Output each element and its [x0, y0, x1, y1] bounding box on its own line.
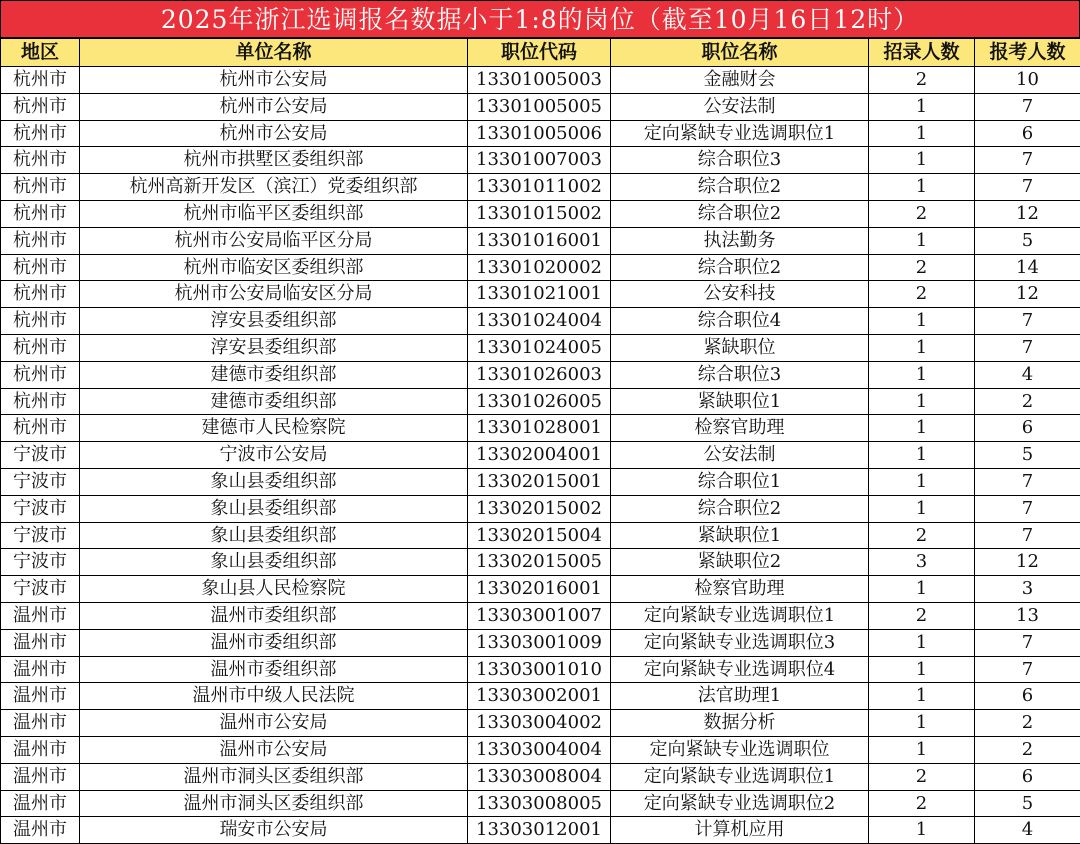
cell-quota: 3 — [869, 549, 975, 576]
cell-region: 杭州市 — [1, 388, 80, 415]
cell-unit-name: 象山县委组织部 — [80, 522, 468, 549]
table-row — [1, 147, 1080, 174]
cell-region: 温州市 — [1, 656, 80, 683]
cell-unit-name: 杭州高新开发区（滨江）党委组织部 — [80, 174, 468, 201]
table-row — [1, 495, 1080, 522]
cell-applicants: 5 — [975, 442, 1080, 469]
cell-position-name: 综合职位4 — [611, 308, 869, 335]
table-row — [1, 656, 1080, 683]
cell-applicants: 7 — [975, 629, 1080, 656]
cell-quota: 1 — [869, 442, 975, 469]
cell-position-name: 计算机应用 — [611, 817, 869, 844]
cell-quota: 1 — [869, 361, 975, 388]
cell-region: 温州市 — [1, 683, 80, 710]
cell-unit-name: 温州市公安局 — [80, 736, 468, 763]
cell-position-name: 定向紧缺专业选调职位1 — [611, 763, 869, 790]
table-row — [1, 710, 1080, 737]
table-row — [1, 576, 1080, 603]
cell-unit-name: 温州市委组织部 — [80, 602, 468, 629]
cell-position-name: 定向紧缺专业选调职位3 — [611, 629, 869, 656]
cell-quota: 2 — [869, 67, 975, 94]
cell-position-name: 综合职位3 — [611, 361, 869, 388]
cell-quota: 1 — [869, 817, 975, 844]
cell-quota: 2 — [869, 602, 975, 629]
cell-unit-name: 杭州市拱墅区委组织部 — [80, 147, 468, 174]
cell-unit-name: 温州市公安局 — [80, 710, 468, 737]
data-table — [0, 38, 1080, 844]
cell-position-code: 13303004004 — [468, 736, 611, 763]
header-applicants: 报考人数 — [975, 39, 1080, 67]
cell-quota: 1 — [869, 656, 975, 683]
cell-applicants: 7 — [975, 468, 1080, 495]
cell-position-name: 公安科技 — [611, 281, 869, 308]
table-row — [1, 281, 1080, 308]
cell-quota: 1 — [869, 683, 975, 710]
cell-region: 杭州市 — [1, 147, 80, 174]
cell-unit-name: 象山县人民检察院 — [80, 576, 468, 603]
cell-applicants: 7 — [975, 93, 1080, 120]
cell-region: 宁波市 — [1, 468, 80, 495]
cell-position-name: 数据分析 — [611, 710, 869, 737]
cell-unit-name: 温州市委组织部 — [80, 629, 468, 656]
cell-position-code: 13303001010 — [468, 656, 611, 683]
cell-position-code: 13302015004 — [468, 522, 611, 549]
cell-position-code: 13301024005 — [468, 334, 611, 361]
cell-region: 温州市 — [1, 602, 80, 629]
cell-quota: 1 — [869, 629, 975, 656]
cell-position-code: 13301016001 — [468, 227, 611, 254]
cell-position-name: 定向紧缺专业选调职位1 — [611, 120, 869, 147]
cell-position-name: 检察官助理 — [611, 415, 869, 442]
cell-quota: 2 — [869, 200, 975, 227]
cell-region: 杭州市 — [1, 200, 80, 227]
cell-position-code: 13302015002 — [468, 495, 611, 522]
cell-applicants: 7 — [975, 522, 1080, 549]
cell-unit-name: 杭州市临平区委组织部 — [80, 200, 468, 227]
cell-position-code: 13301015002 — [468, 200, 611, 227]
table-row — [1, 602, 1080, 629]
cell-region: 杭州市 — [1, 308, 80, 335]
cell-position-name: 紧缺职位1 — [611, 388, 869, 415]
cell-quota: 1 — [869, 334, 975, 361]
table-row — [1, 415, 1080, 442]
cell-position-code: 13301011002 — [468, 174, 611, 201]
cell-region: 宁波市 — [1, 576, 80, 603]
cell-applicants: 7 — [975, 495, 1080, 522]
table-row — [1, 120, 1080, 147]
table-row — [1, 67, 1080, 94]
cell-region: 杭州市 — [1, 93, 80, 120]
table-row — [1, 790, 1080, 817]
cell-position-code: 13301021001 — [468, 281, 611, 308]
cell-position-code: 13301026003 — [468, 361, 611, 388]
table-body — [1, 67, 1080, 844]
cell-position-name: 紧缺职位2 — [611, 549, 869, 576]
cell-region: 宁波市 — [1, 442, 80, 469]
cell-region: 杭州市 — [1, 361, 80, 388]
cell-position-name: 综合职位2 — [611, 174, 869, 201]
cell-unit-name: 杭州市公安局 — [80, 93, 468, 120]
cell-unit-name: 建德市委组织部 — [80, 361, 468, 388]
cell-position-name: 公安法制 — [611, 442, 869, 469]
cell-unit-name: 杭州市公安局临平区分局 — [80, 227, 468, 254]
cell-region: 宁波市 — [1, 495, 80, 522]
cell-position-code: 13303008004 — [468, 763, 611, 790]
cell-position-name: 法官助理1 — [611, 683, 869, 710]
cell-position-code: 13302004001 — [468, 442, 611, 469]
cell-applicants: 6 — [975, 415, 1080, 442]
table-row — [1, 308, 1080, 335]
cell-position-name: 综合职位2 — [611, 495, 869, 522]
cell-applicants: 7 — [975, 174, 1080, 201]
cell-quota: 1 — [869, 576, 975, 603]
cell-region: 宁波市 — [1, 549, 80, 576]
cell-quota: 1 — [869, 495, 975, 522]
cell-position-code: 13303008005 — [468, 790, 611, 817]
cell-quota: 1 — [869, 736, 975, 763]
cell-region: 温州市 — [1, 736, 80, 763]
cell-applicants: 12 — [975, 200, 1080, 227]
cell-unit-name: 建德市人民检察院 — [80, 415, 468, 442]
table-row — [1, 629, 1080, 656]
cell-position-name: 定向紧缺专业选调职位2 — [611, 790, 869, 817]
cell-position-name: 综合职位1 — [611, 468, 869, 495]
cell-position-name: 定向紧缺专业选调职位 — [611, 736, 869, 763]
table-row — [1, 763, 1080, 790]
cell-position-code: 13301026005 — [468, 388, 611, 415]
table-title: 2025年浙江选调报名数据小于1:8的岗位（截至10月16日12时） — [0, 0, 1080, 38]
cell-unit-name: 杭州市临安区委组织部 — [80, 254, 468, 281]
cell-applicants: 12 — [975, 549, 1080, 576]
cell-position-code: 13302015005 — [468, 549, 611, 576]
cell-position-code: 13301028001 — [468, 415, 611, 442]
cell-unit-name: 杭州市公安局 — [80, 67, 468, 94]
cell-applicants: 7 — [975, 656, 1080, 683]
cell-applicants: 7 — [975, 308, 1080, 335]
cell-applicants: 7 — [975, 334, 1080, 361]
table-row — [1, 388, 1080, 415]
cell-quota: 1 — [869, 174, 975, 201]
cell-unit-name: 建德市委组织部 — [80, 388, 468, 415]
cell-position-name: 定向紧缺专业选调职位1 — [611, 602, 869, 629]
cell-quota: 1 — [869, 388, 975, 415]
header-row — [1, 39, 1080, 67]
cell-position-name: 定向紧缺专业选调职位4 — [611, 656, 869, 683]
cell-position-name: 紧缺职位 — [611, 334, 869, 361]
cell-applicants: 2 — [975, 388, 1080, 415]
cell-unit-name: 瑞安市公安局 — [80, 817, 468, 844]
table-row — [1, 683, 1080, 710]
cell-quota: 1 — [869, 93, 975, 120]
cell-position-name: 紧缺职位1 — [611, 522, 869, 549]
cell-position-name: 执法勤务 — [611, 227, 869, 254]
cell-quota: 1 — [869, 227, 975, 254]
cell-position-code: 13303001007 — [468, 602, 611, 629]
cell-position-name: 综合职位2 — [611, 200, 869, 227]
cell-quota: 2 — [869, 254, 975, 281]
cell-quota: 2 — [869, 790, 975, 817]
cell-region: 杭州市 — [1, 120, 80, 147]
table-row — [1, 442, 1080, 469]
cell-position-name: 综合职位3 — [611, 147, 869, 174]
cell-position-code: 13301005006 — [468, 120, 611, 147]
cell-unit-name: 淳安县委组织部 — [80, 308, 468, 335]
cell-position-code: 13303012001 — [468, 817, 611, 844]
cell-position-code: 13301007003 — [468, 147, 611, 174]
cell-position-name: 公安法制 — [611, 93, 869, 120]
cell-unit-name: 温州市中级人民法院 — [80, 683, 468, 710]
cell-applicants: 2 — [975, 736, 1080, 763]
cell-quota: 2 — [869, 522, 975, 549]
cell-unit-name: 象山县委组织部 — [80, 468, 468, 495]
cell-applicants: 5 — [975, 227, 1080, 254]
header-region: 地区 — [1, 39, 80, 67]
cell-region: 杭州市 — [1, 174, 80, 201]
cell-applicants: 10 — [975, 67, 1080, 94]
cell-unit-name: 温州市洞头区委组织部 — [80, 790, 468, 817]
cell-applicants: 7 — [975, 147, 1080, 174]
table-row — [1, 174, 1080, 201]
cell-region: 杭州市 — [1, 254, 80, 281]
cell-position-code: 13302016001 — [468, 576, 611, 603]
cell-quota: 1 — [869, 468, 975, 495]
cell-applicants: 5 — [975, 790, 1080, 817]
cell-unit-name: 宁波市公安局 — [80, 442, 468, 469]
cell-quota: 1 — [869, 147, 975, 174]
table-row — [1, 468, 1080, 495]
cell-position-code: 13301024004 — [468, 308, 611, 335]
cell-region: 杭州市 — [1, 334, 80, 361]
cell-unit-name: 杭州市公安局临安区分局 — [80, 281, 468, 308]
table-row — [1, 522, 1080, 549]
table-row — [1, 361, 1080, 388]
cell-position-code: 13301020002 — [468, 254, 611, 281]
cell-unit-name: 象山县委组织部 — [80, 549, 468, 576]
cell-unit-name: 温州市洞头区委组织部 — [80, 763, 468, 790]
header-position-name: 职位名称 — [611, 39, 869, 67]
cell-region: 宁波市 — [1, 522, 80, 549]
cell-quota: 2 — [869, 281, 975, 308]
cell-position-code: 13301005005 — [468, 93, 611, 120]
cell-quota: 1 — [869, 308, 975, 335]
cell-applicants: 2 — [975, 710, 1080, 737]
cell-unit-name: 象山县委组织部 — [80, 495, 468, 522]
cell-region: 杭州市 — [1, 227, 80, 254]
cell-applicants: 6 — [975, 683, 1080, 710]
cell-applicants: 4 — [975, 817, 1080, 844]
table-row — [1, 227, 1080, 254]
table-row — [1, 817, 1080, 844]
cell-quota: 1 — [869, 415, 975, 442]
cell-quota: 2 — [869, 763, 975, 790]
cell-region: 杭州市 — [1, 281, 80, 308]
cell-position-code: 13303001009 — [468, 629, 611, 656]
cell-position-name: 综合职位2 — [611, 254, 869, 281]
cell-unit-name: 温州市委组织部 — [80, 656, 468, 683]
header-quota: 招录人数 — [869, 39, 975, 67]
table-row — [1, 254, 1080, 281]
header-position-code: 职位代码 — [468, 39, 611, 67]
cell-region: 杭州市 — [1, 67, 80, 94]
cell-applicants: 4 — [975, 361, 1080, 388]
cell-position-name: 检察官助理 — [611, 576, 869, 603]
cell-position-name: 金融财会 — [611, 67, 869, 94]
table-row — [1, 334, 1080, 361]
cell-unit-name: 杭州市公安局 — [80, 120, 468, 147]
table-row — [1, 736, 1080, 763]
cell-quota: 1 — [869, 710, 975, 737]
cell-region: 温州市 — [1, 629, 80, 656]
cell-unit-name: 淳安县委组织部 — [80, 334, 468, 361]
cell-region: 温州市 — [1, 817, 80, 844]
cell-applicants: 6 — [975, 120, 1080, 147]
cell-region: 杭州市 — [1, 415, 80, 442]
cell-position-code: 13302015001 — [468, 468, 611, 495]
cell-position-code: 13301005003 — [468, 67, 611, 94]
header-unit-name: 单位名称 — [80, 39, 468, 67]
cell-region: 温州市 — [1, 710, 80, 737]
table-row — [1, 549, 1080, 576]
cell-region: 温州市 — [1, 763, 80, 790]
cell-applicants: 12 — [975, 281, 1080, 308]
cell-position-code: 13303004002 — [468, 710, 611, 737]
table-row — [1, 200, 1080, 227]
table-row — [1, 93, 1080, 120]
cell-applicants: 14 — [975, 254, 1080, 281]
cell-region: 温州市 — [1, 790, 80, 817]
cell-applicants: 13 — [975, 602, 1080, 629]
cell-quota: 1 — [869, 120, 975, 147]
cell-applicants: 3 — [975, 576, 1080, 603]
cell-position-code: 13303002001 — [468, 683, 611, 710]
cell-applicants: 6 — [975, 763, 1080, 790]
